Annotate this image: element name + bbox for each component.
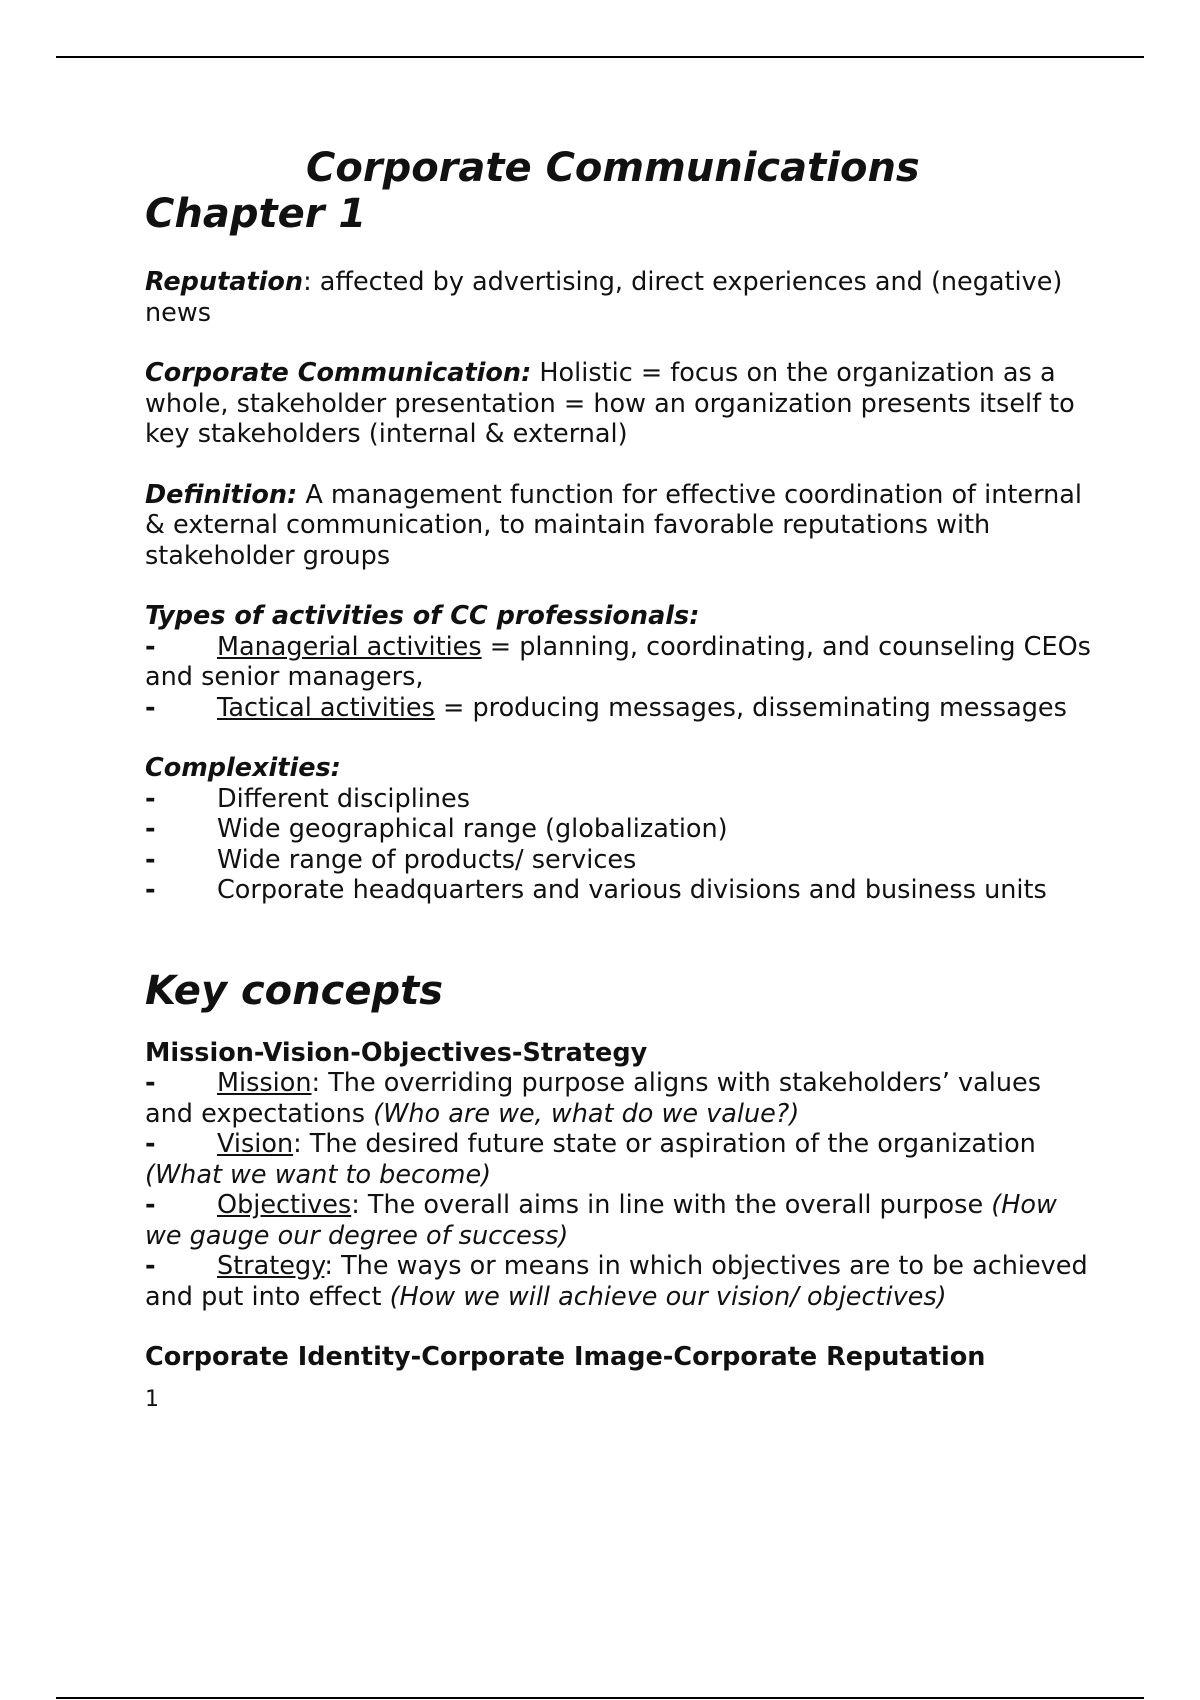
vision-label: Vision xyxy=(217,1129,294,1159)
objectives-label: Objectives xyxy=(217,1190,352,1220)
spacer xyxy=(145,450,1095,480)
identity-image-reputation-heading: Corporate Identity-Corporate Image-Corporate Reputation xyxy=(145,1342,986,1372)
footer-rule xyxy=(56,1697,1144,1699)
reputation-term: Reputation xyxy=(145,267,304,297)
tactical-activities-text: = producing messages, disseminating messages xyxy=(434,692,1067,723)
complexity-text: Different disciplines xyxy=(217,783,471,814)
complexities-heading: Complexities: xyxy=(145,753,341,783)
strategy-label: Strategy xyxy=(217,1251,325,1281)
bullet-dash: - xyxy=(145,844,156,875)
complexity-text: Corporate headquarters and various divisions and business units xyxy=(217,875,1047,905)
mvos-heading: Mission-Vision-Objectives-Strategy xyxy=(145,1037,648,1068)
key-concepts-heading: Key concepts xyxy=(145,967,444,1014)
vision-text: : The desired future state or aspiration of the organization xyxy=(293,1129,1036,1159)
definition-text: A management function for effective coordination of internal & external communication, to maintain favorable reputations with stakeholder groups xyxy=(145,479,1082,571)
definition-term: Definition: xyxy=(145,479,298,510)
bullet-dash: - xyxy=(145,875,156,905)
list-item xyxy=(145,1068,1095,1129)
bullet-dash: - xyxy=(145,814,156,844)
document-body xyxy=(145,145,1095,1413)
list-item xyxy=(145,875,1095,906)
list-item xyxy=(145,1251,1095,1312)
list-item xyxy=(145,814,1095,845)
bullet-dash: - xyxy=(145,692,156,723)
complexity-text: Wide geographical range (globalization) xyxy=(217,814,728,844)
list-item xyxy=(145,784,1095,815)
header-rule xyxy=(56,56,1144,58)
bullet-dash: - xyxy=(145,1251,156,1281)
corporate-communication-paragraph xyxy=(145,358,1095,450)
spacer xyxy=(145,237,1095,267)
bullet-dash: - xyxy=(145,783,156,814)
mission-label: Mission xyxy=(217,1068,312,1098)
corporate-communication-text: Holistic = focus on the organization as a whole, stakeholder presentation = how an organization presents itself to key stakeholders (internal & external) xyxy=(145,358,1075,449)
reputation-paragraph xyxy=(145,267,1095,328)
strategy-text: : The ways or means in which objectives are to be achieved and put into effect xyxy=(145,1251,1088,1312)
spacer xyxy=(145,1312,1095,1342)
spacer xyxy=(145,571,1095,601)
tactical-activities-label: Tactical activities xyxy=(217,692,435,723)
reputation-text: : affected by advertising, direct experiences and (negative) news xyxy=(145,267,1063,328)
definition-paragraph xyxy=(145,480,1095,572)
list-item xyxy=(145,632,1095,693)
spacer xyxy=(145,723,1095,753)
spacer xyxy=(145,906,1095,968)
list-item xyxy=(145,693,1095,724)
managerial-activities-label: Managerial activities xyxy=(217,631,482,662)
bullet-dash: - xyxy=(145,631,156,662)
managerial-activities-text: = planning, coordinating, and counseling CEOs and senior managers, xyxy=(145,631,1091,692)
spacer xyxy=(145,328,1095,358)
document-title: Corporate Communications xyxy=(306,145,920,191)
objectives-text: : The overall aims in line with the overall purpose xyxy=(351,1190,992,1220)
mission-note: (Who are we, what do we value?) xyxy=(373,1098,800,1129)
bullet-dash: - xyxy=(145,1068,156,1098)
corporate-communication-term: Corporate Communication: xyxy=(145,358,532,388)
objectives-note: (How we gauge our degree of success) xyxy=(145,1190,1057,1251)
list-item xyxy=(145,1129,1095,1190)
list-item xyxy=(145,845,1095,876)
activities-heading: Types of activities of CC professionals: xyxy=(145,601,700,631)
strategy-note: (How we will achieve our vision/ objectives) xyxy=(389,1281,947,1312)
spacer xyxy=(145,1014,1095,1038)
chapter-title: Chapter 1 xyxy=(145,191,367,237)
list-item xyxy=(145,1190,1095,1251)
bullet-dash: - xyxy=(145,1129,156,1159)
vision-note: (What we want to become) xyxy=(145,1159,492,1190)
bullet-dash: - xyxy=(145,1190,156,1220)
page-number: 1 xyxy=(145,1386,159,1412)
complexity-text: Wide range of products/ services xyxy=(217,844,637,875)
mission-text: : The overriding purpose aligns with stakeholders’ values and expectations xyxy=(145,1068,1041,1129)
